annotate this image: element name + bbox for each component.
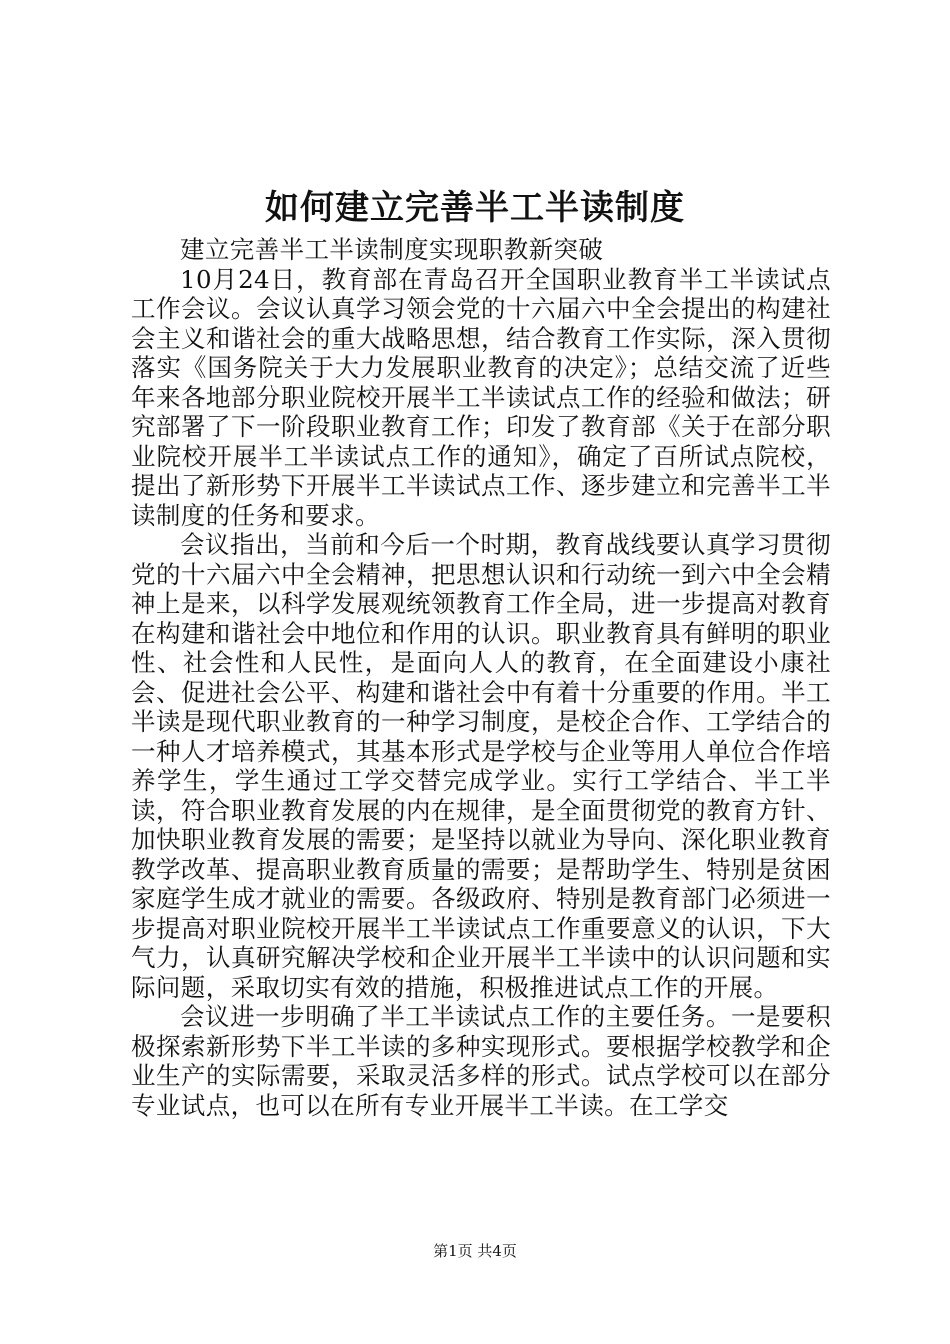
- paragraph-3: 会议进一步明确了半工半读试点工作的主要任务。一是要积极探索新形势下半工半读的多种实现形式。要根据学校教学和企业生产的实际需要，采取灵活多样的形式。试点学校可以在部分专业试点，也可以在所有专业开展半工半读。在工学交: [131, 1002, 831, 1120]
- document-body: [131, 235, 831, 1120]
- page-footer: 第1页 共4页: [433, 1242, 517, 1260]
- paragraph-2: 会议指出，当前和今后一个时期，教育战线要认真学习贯彻党的十六届六中全会精神，把思想认识和行动统一到六中全会精神上是来，以科学发展观统领教育工作全局，进一步提高对教育在构建和谐社会中地位和作用的认识。职业教育具有鲜明的职业性、社会性和人民性，是面向人人的教育，在全面建设小康社会、促进社会公平、构建和谐社会中有着十分重要的作用。半工半读是现代职业教育的一种学习制度，是校企合作、工学结合的一种人才培养模式，其基本形式是学校与企业等用人单位合作培养学生，学生通过工学交替完成学业。实行工学结合、半工半读，符合职业教育发展的内在规律，是全面贯彻党的教育方针、加快职业教育发展的需要；是坚持以就业为导向、深化职业教育教学改革、提高职业教育质量的需要；是帮助学生、特别是贫困家庭学生成才就业的需要。各级政府、特别是教育部门必须进一步提高对职业院校开展半工半读试点工作重要意义的认识，下大气力，认真研究解决学校和企业开展半工半读中的认识问题和实际问题，采取切实有效的措施，积极推进试点工作的开展。: [131, 530, 831, 1002]
- document-subtitle: 建立完善半工半读制度实现职教新突破: [180, 235, 604, 264]
- document-title: 如何建立完善半工半读制度: [265, 188, 685, 228]
- paragraph-1: 10月24日，教育部在青岛召开全国职业教育半工半读试点工作会议。会议认真学习领会党的十六届六中全会提出的构建社会主义和谐社会的重大战略思想，结合教育工作实际，深入贯彻落实《国务院关于大力发展职业教育的决定》；总结交流了近些年来各地部分职业院校开展半工半读试点工作的经验和做法；研究部署了下一阶段职业教育工作；印发了教育部《关于在部分职业院校开展半工半读试点工作的通知》，确定了百所试点院校，提出了新形势下开展半工半读试点工作、逐步建立和完善半工半读制度的任务和要求。: [131, 264, 831, 530]
